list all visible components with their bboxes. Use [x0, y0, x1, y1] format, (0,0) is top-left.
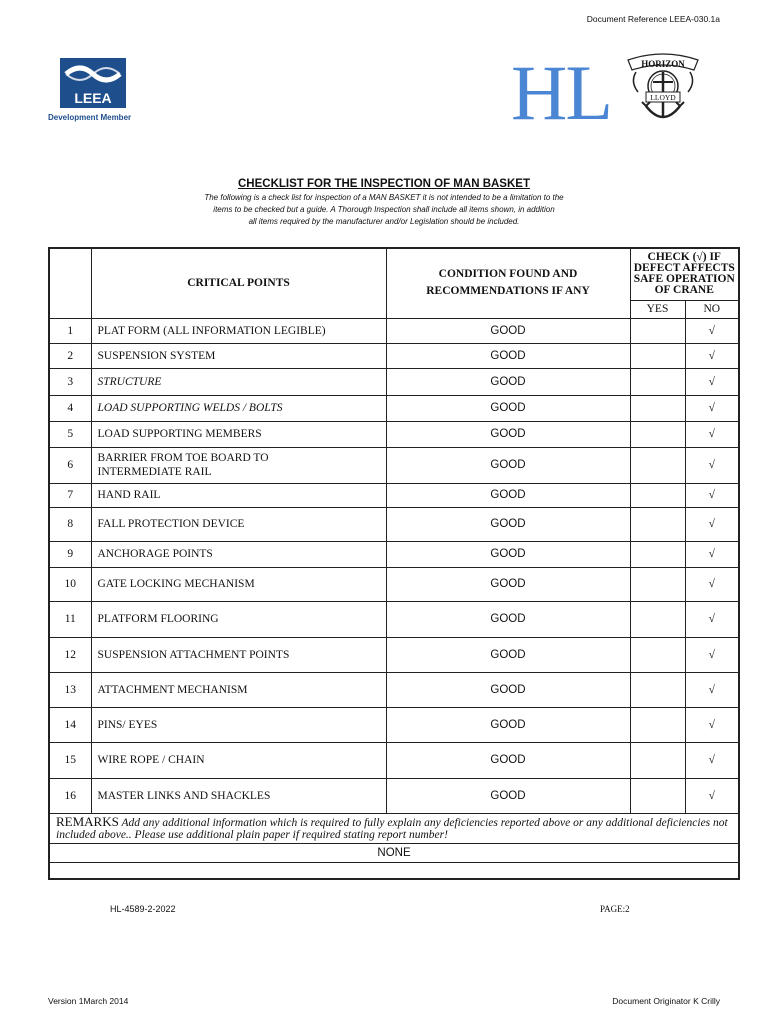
header-number-cell	[49, 248, 91, 318]
header-check-line: OF CRANE	[654, 284, 714, 297]
check-no: √	[685, 318, 739, 343]
condition-found: GOOD	[386, 421, 630, 447]
header-yes: YES	[630, 300, 685, 318]
critical-point: LOAD SUPPORTING WELDS / BOLTS	[91, 395, 386, 421]
check-yes	[630, 742, 685, 778]
check-yes	[630, 567, 685, 601]
row-number: 13	[49, 672, 91, 707]
remarks-blank-row	[49, 862, 739, 879]
check-yes	[630, 368, 685, 395]
condition-found: GOOD	[386, 447, 630, 483]
condition-found: GOOD	[386, 601, 630, 637]
row-number: 6	[49, 447, 91, 483]
leea-logo	[60, 58, 126, 108]
document-originator: Document Originator K Crilly	[612, 996, 720, 1006]
check-yes	[630, 343, 685, 368]
check-yes	[630, 637, 685, 672]
table-row	[49, 742, 739, 778]
remarks-text: Add any additional information which is required to fully explain any deficiencies reported above or any additional deficiencies not included above.. Please use additional plain paper if required stating report number!	[56, 816, 728, 841]
table-row	[49, 395, 739, 421]
check-no: √	[685, 707, 739, 742]
condition-found: GOOD	[386, 318, 630, 343]
header-check-line: DEFECT AFFECTS	[633, 262, 735, 275]
condition-found: GOOD	[386, 368, 630, 395]
header-no: NO	[685, 300, 739, 318]
critical-point: FALL PROTECTION DEVICE	[91, 507, 386, 541]
check-yes	[630, 395, 685, 421]
intro-line: all items required by the manufacturer and/or Legislation should be included.	[248, 217, 520, 226]
company-initials-logo: HL	[511, 49, 611, 136]
row-number: 8	[49, 507, 91, 541]
check-no: √	[685, 601, 739, 637]
remarks-blank	[49, 862, 739, 879]
remarks-value: NONE	[49, 843, 739, 862]
critical-point: PINS/ EYES	[91, 707, 386, 742]
intro-line: The following is a check list for inspection of a MAN BASKET it is not intended to be a limitation to the	[204, 193, 564, 202]
condition-found: GOOD	[386, 483, 630, 507]
table-row	[49, 601, 739, 637]
inspection-table	[48, 247, 740, 880]
check-no: √	[685, 421, 739, 447]
anchor-emblem-icon	[620, 52, 706, 128]
critical-point: GATE LOCKING MECHANISM	[91, 567, 386, 601]
row-number: 4	[49, 395, 91, 421]
check-yes	[630, 421, 685, 447]
row-number: 2	[49, 343, 91, 368]
leea-subtitle: Development Member	[48, 113, 132, 122]
svg-text:LEEA: LEEA	[74, 90, 112, 106]
check-no: √	[685, 507, 739, 541]
critical-point: SUSPENSION ATTACHMENT POINTS	[91, 637, 386, 672]
critical-point: HAND RAIL	[91, 483, 386, 507]
row-number: 11	[49, 601, 91, 637]
condition-found: GOOD	[386, 343, 630, 368]
remarks-instructions	[49, 813, 739, 843]
remarks-value-row	[49, 843, 739, 862]
condition-found: GOOD	[386, 395, 630, 421]
check-yes	[630, 707, 685, 742]
row-number: 7	[49, 483, 91, 507]
check-no: √	[685, 567, 739, 601]
header-condition-line: CONDITION FOUND AND	[438, 268, 578, 281]
row-number: 1	[49, 318, 91, 343]
row-number: 16	[49, 778, 91, 813]
intro-line: items to be checked but a guide. A Thorough Inspection shall include all items shown, in addition	[213, 205, 555, 214]
header-condition	[386, 248, 630, 318]
row-number: 15	[49, 742, 91, 778]
remarks-label: REMARKS	[56, 813, 119, 829]
condition-found: GOOD	[386, 637, 630, 672]
check-no: √	[685, 395, 739, 421]
check-yes	[630, 601, 685, 637]
critical-point: SUSPENSION SYSTEM	[91, 343, 386, 368]
check-no: √	[685, 541, 739, 567]
condition-found: GOOD	[386, 507, 630, 541]
table-row	[49, 778, 739, 813]
row-number: 10	[49, 567, 91, 601]
version-label: Version 1March 2014	[48, 996, 129, 1006]
condition-found: GOOD	[386, 672, 630, 707]
row-number: 3	[49, 368, 91, 395]
critical-point: WIRE ROPE / CHAIN	[91, 742, 386, 778]
svg-text:LLOYD: LLOYD	[650, 93, 676, 102]
check-yes	[630, 507, 685, 541]
check-yes	[630, 483, 685, 507]
row-number: 9	[49, 541, 91, 567]
report-reference: HL-4589-2-2022	[110, 904, 176, 914]
table-row	[49, 507, 739, 541]
header-condition-line: RECOMMENDATIONS IF ANY	[426, 285, 590, 298]
check-yes	[630, 318, 685, 343]
critical-point: ANCHORAGE POINTS	[91, 541, 386, 567]
check-no: √	[685, 637, 739, 672]
intro-text	[150, 192, 618, 228]
header-check	[630, 248, 739, 300]
page-title: CHECKLIST FOR THE INSPECTION OF MAN BASKET	[238, 178, 530, 190]
check-yes	[630, 672, 685, 707]
condition-found: GOOD	[386, 778, 630, 813]
table-row	[49, 447, 739, 483]
table-row	[49, 483, 739, 507]
check-yes	[630, 541, 685, 567]
check-no: √	[685, 778, 739, 813]
condition-found: GOOD	[386, 541, 630, 567]
table-row	[49, 343, 739, 368]
table-row	[49, 567, 739, 601]
critical-point: PLATFORM FLOORING	[91, 601, 386, 637]
header-check-line: CHECK (√) IF	[647, 251, 721, 264]
critical-point: LOAD SUPPORTING MEMBERS	[91, 421, 386, 447]
check-no: √	[685, 368, 739, 395]
check-no: √	[685, 742, 739, 778]
condition-found: GOOD	[386, 707, 630, 742]
page-number: PAGE:2	[600, 904, 630, 914]
check-yes	[630, 778, 685, 813]
header-check-line: SAFE OPERATION	[633, 273, 735, 286]
critical-point: PLAT FORM (ALL INFORMATION LEGIBLE)	[91, 318, 386, 343]
row-number: 5	[49, 421, 91, 447]
check-no: √	[685, 672, 739, 707]
document-reference: Document Reference LEEA-030.1a	[586, 14, 720, 24]
condition-found: GOOD	[386, 742, 630, 778]
table-row	[49, 368, 739, 395]
table-row	[49, 707, 739, 742]
check-no: √	[685, 343, 739, 368]
check-no: √	[685, 483, 739, 507]
table-row	[49, 672, 739, 707]
critical-point: MASTER LINKS AND SHACKLES	[91, 778, 386, 813]
row-number: 14	[49, 707, 91, 742]
remarks-row	[49, 813, 739, 843]
table-row	[49, 421, 739, 447]
table-row	[49, 318, 739, 343]
condition-found: GOOD	[386, 567, 630, 601]
table-row	[49, 637, 739, 672]
critical-point: ATTACHMENT MECHANISM	[91, 672, 386, 707]
check-yes	[630, 447, 685, 483]
header-critical-points: CRITICAL POINTS	[91, 248, 386, 318]
check-no: √	[685, 447, 739, 483]
critical-point: STRUCTURE	[91, 368, 386, 395]
row-number: 12	[49, 637, 91, 672]
table-row	[49, 541, 739, 567]
svg-text:HORIZON: HORIZON	[641, 59, 685, 69]
critical-point: BARRIER FROM TOE BOARD TO INTERMEDIATE RAIL	[91, 447, 386, 483]
